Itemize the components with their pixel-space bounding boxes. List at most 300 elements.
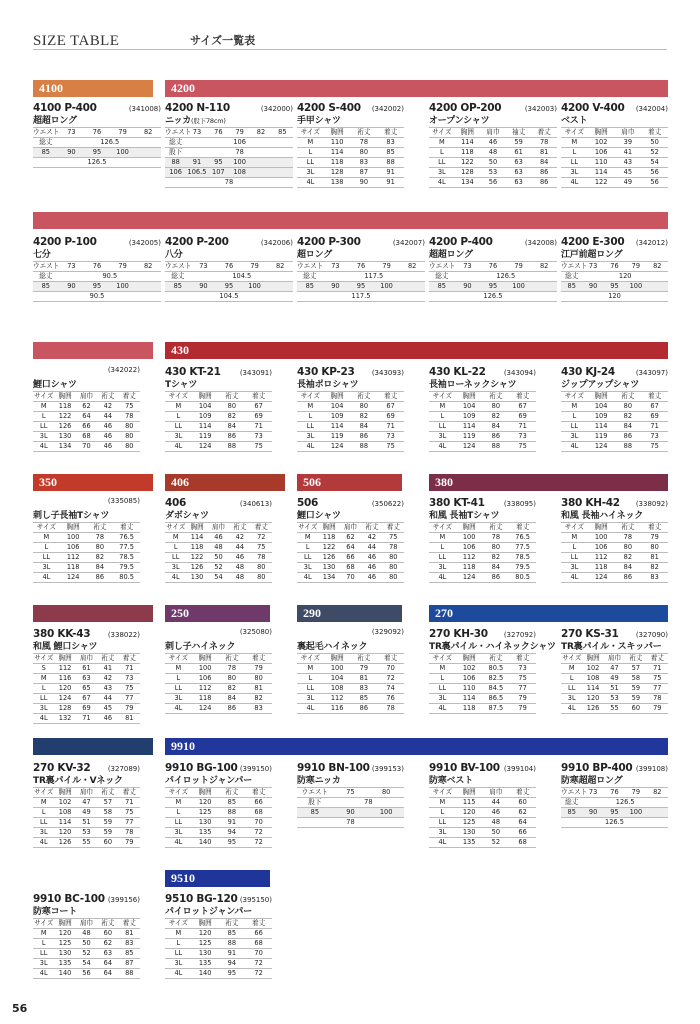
size-table-header: 着丈 [119,919,140,929]
size-table-cell: 106 [588,543,615,553]
size-table-cell: 3L [429,168,455,178]
size-table-row [429,158,557,168]
size-table-cell: M [429,664,456,674]
size-table-row [33,959,140,969]
header-rule [33,49,667,50]
size-table-cell: 80 [119,432,140,442]
size-value: 90 [455,282,481,292]
size-table-cell: M [33,674,54,684]
product-name [297,775,404,787]
size-table-row [429,402,536,412]
waist-value: 73 [582,262,603,272]
length-label: 総丈 [297,272,323,282]
product-code-row [429,102,557,115]
product-name-text: 超超ロング [429,250,473,260]
size-table-cell: M [561,402,588,412]
product-name [33,510,140,522]
size-table-row [33,714,140,724]
size-table-row [33,402,140,412]
size-table-header: 裄丈 [483,654,510,664]
size-table-cell: 88 [615,442,642,452]
size-table-header: サイズ [429,128,455,138]
product-code-row [33,236,161,249]
product-name [33,906,140,918]
waist-value: 79 [374,262,400,272]
size-table-header: 着丈 [509,788,536,798]
length-value: 126.5 [59,138,161,148]
product-name-text: 七分 [33,250,51,260]
size-table-row [429,533,536,543]
size-table-cell: 110 [456,684,483,694]
size-table-cell: 54 [208,573,229,583]
size-table-cell: 4L [297,573,318,583]
product-name [33,249,161,261]
size-value: 106.5 [187,168,207,176]
size-value: 100 [229,158,250,168]
size-table-cell: 78 [251,553,272,563]
product-code-row [165,102,293,115]
product-name-text: 刺し子ハイネック [165,642,236,652]
size-table [561,522,668,583]
size-table-cell: 72 [245,959,272,969]
size-table [33,391,140,452]
size-table-cell: 73 [377,432,404,442]
size-table-cell: 100 [192,664,219,674]
product-code-row [297,628,404,641]
size-table-row [33,573,140,583]
product-number: (327089) [107,765,140,773]
size-table-cell: 78 [531,138,557,148]
size-table-cell: 114 [186,533,207,543]
size-table-header: 着丈 [245,788,272,798]
size-table-cell: 108 [324,684,351,694]
size-table-cell: 80.5 [509,573,536,583]
product-name-text: Tシャツ [165,380,198,390]
waist-value: 79 [625,262,646,272]
size-value: 85 [561,282,582,292]
size-table-row [165,704,272,714]
size-table-cell: 87 [351,168,378,178]
size-table-cell: 59 [625,684,646,694]
size-table-cell: 4L [561,178,588,188]
size-table [33,653,140,724]
size-table-header: 着丈 [245,654,272,664]
size-table-cell: 64 [340,543,361,553]
size-table-row [165,543,272,553]
size-table-cell: 70 [76,442,97,452]
size-table-cell: 120 [456,808,483,818]
size-table-cell: 68 [76,432,97,442]
size-table-cell: L [429,674,456,684]
size-table-cell: 112 [324,694,351,704]
size-table-cell: 106 [588,148,615,158]
size-table-cell: 3L [429,563,456,573]
size-table-row [429,838,536,848]
product-name [165,775,272,787]
product-name [561,510,668,522]
size-table-cell: 122 [455,158,481,168]
size-table-cell: LL [429,818,456,828]
product-number: (342000) [260,105,293,113]
size-table-row [429,543,536,553]
size-table-cell: 128 [54,704,75,714]
size-table-cell: 62 [509,808,536,818]
size-table-cell: 86 [351,704,378,714]
size-table-header: サイズ [561,128,588,138]
size-table-cell: 118 [456,704,483,714]
product-name-text: TR裏パイル・スキッパー [561,642,662,652]
size-value: 90 [323,282,349,292]
product-code: 430 KL-22 [429,366,486,378]
product-block [429,497,536,583]
size-table-cell: M [165,664,192,674]
size-table-cell: 52 [641,148,668,158]
product-name-text: ニッカ [165,116,192,126]
size-table-row [297,402,404,412]
product-code: 380 KH-42 [561,497,620,509]
length-value: 120 [582,272,668,282]
length-value: 126.5 [455,272,557,282]
size-table-cell: 39 [615,138,642,148]
size-blank [267,282,293,292]
product-code-row [429,762,536,775]
size-table-cell: 50 [208,553,229,563]
size-table-cell: 81 [531,148,557,158]
size-table-row [165,402,272,412]
waist-value: 82 [531,262,557,272]
size-table-cell: 124 [588,573,615,583]
size-table-header: 裄丈 [219,654,246,664]
waist-value: 80 [368,788,404,798]
product-code-row [297,102,404,115]
product-number: (342003) [524,105,557,113]
product-name-text: 長袖ローネックシャツ [429,380,517,390]
size-table-row [561,533,668,543]
product-block [165,366,272,452]
size-table-row [297,178,404,188]
size-table-header: 肩巾 [76,392,97,402]
size-table-cell: 78 [119,828,140,838]
size-value: 90 [582,282,603,292]
product-name-text: 裏起毛ハイネック [297,642,368,652]
size-table-row [297,684,404,694]
size-table-cell: 120 [54,828,75,838]
size-table-cell: 50 [76,939,97,949]
product-code: 430 KJ-24 [561,366,615,378]
size-table-cell: 4L [297,704,324,714]
size-table-cell: 43 [97,684,118,694]
size-table-cell: 54 [641,158,668,168]
waist-value: 82 [399,262,425,272]
size-table-cell: 91 [219,949,246,959]
size-table-header: サイズ [34,788,54,796]
size-table-cell: 79 [509,694,536,704]
size-table-cell: 124 [588,442,615,452]
size-table-row [33,828,140,838]
size-table-row [297,694,404,704]
size-table-cell: 4L [33,838,54,848]
size-table-cell: 45 [97,704,118,714]
product-code: 4200 P-400 [429,236,493,248]
product-number: (338092) [635,500,668,508]
size-table [561,127,668,188]
size-table-cell: LL [297,553,318,563]
size-table-cell: 56 [641,168,668,178]
size-table-cell: 81 [641,553,668,563]
product-name [297,115,404,127]
size-table-row [429,704,536,714]
product-block [297,366,404,452]
size-table-header: 肩巾 [480,128,506,138]
size-table-cell: M [297,664,324,674]
size-value: 85 [429,282,455,292]
section-bar-506: 506 [297,474,402,491]
product-number: (342008) [524,239,557,247]
size-table-cell: 48 [483,818,510,828]
size-value: 85 [297,282,323,292]
size-table-cell: 68 [509,838,536,848]
size-table-cell: 84 [531,158,557,168]
size-table-cell: 4L [429,442,456,452]
product-number: (343097) [635,369,668,377]
product-block [561,366,668,452]
waist-value: 76 [208,128,229,138]
size-table-row [429,563,536,573]
size-table-cell: 42 [361,533,382,543]
size-table-cell: 104 [192,402,219,412]
size-table-row [429,168,557,178]
size-table-cell: 77.5 [113,543,140,553]
size-table-cell: L [297,412,324,422]
size-table-row [297,553,404,563]
size-table [297,787,404,828]
size-table-cell: 106 [60,543,87,553]
size-table-cell: 119 [324,432,351,442]
size-table-cell: 44 [97,412,118,422]
size-table-cell: 55 [76,838,97,848]
size-table-row [165,838,272,848]
size-table-cell: 124 [456,573,483,583]
size-table-header: サイズ [562,654,582,662]
size-table-cell: 114 [455,138,481,148]
size-table-cell: 73 [509,664,536,674]
size-table-cell: LL [33,694,54,704]
size-table-row [33,694,140,704]
size-table-header: サイズ [33,523,60,533]
product-name-text: TR裏パイル・Vネック [33,776,123,786]
size-table-cell: 124 [192,442,219,452]
size-table-cell: 120 [192,798,219,808]
size-table-cell: 80 [87,543,114,553]
size-table-row [429,148,557,158]
product-code-row [297,236,425,249]
size-table-cell: 63 [506,178,532,188]
size-table-row [429,553,536,563]
size-table-cell: 118 [324,158,351,168]
size-table-cell: 84 [87,563,114,573]
product-number: (338022) [107,631,140,639]
size-table-cell: 130 [192,949,219,959]
product-name-text: オープンシャツ [429,116,490,126]
size-table-cell: 67 [641,402,668,412]
size-table-row [429,694,536,704]
size-table-cell: 4L [165,704,192,714]
size-table-cell: 76.5 [509,533,536,543]
size-table-cell: LL [429,422,456,432]
size-table-header: 着丈 [245,392,272,402]
size-table-cell: 80 [615,543,642,553]
size-table-cell: 81 [119,714,140,724]
size-table-header: 裄丈 [219,788,246,798]
size-value: 95 [84,282,110,292]
size-table-cell: L [33,939,54,949]
size-table-cell: 83 [377,138,404,148]
size-table-header: 胸囲 [324,128,351,138]
size-table-cell: 3L [297,694,324,704]
size-table-row [297,704,404,714]
size-table-cell: 80 [383,573,404,583]
size-table-cell: 82 [219,412,246,422]
size-table-header: 胸囲 [456,392,483,402]
size-table-cell: 90 [351,178,378,188]
size-table-cell: LL [165,684,192,694]
size-table-cell: 80 [351,402,378,412]
size-table-cell: 46 [97,422,118,432]
size-table-cell: 109 [192,412,219,422]
size-table-row [429,412,536,422]
size-value: 100 [110,148,136,158]
size-value: 100 [110,282,136,292]
size-table-row [561,432,668,442]
product-number: (342005) [128,239,161,247]
size-table-cell: L [165,412,192,422]
size-table-cell: M [561,138,588,148]
size-table-header: 胸囲 [456,788,483,798]
size-table-cell: 119 [192,432,219,442]
size-table-cell: 69 [641,412,668,422]
product-number: (399104) [503,765,536,773]
size-table-cell: 86 [219,432,246,442]
size-value: 95 [604,808,625,818]
section-bar-4200-b [33,212,668,229]
product-block [165,893,272,979]
size-table-cell: 125 [456,818,483,828]
size-table-cell: 75 [245,442,272,452]
size-table-row [165,442,272,452]
size-table-row [429,178,557,188]
product-number: (327092) [503,631,536,639]
size-table-header: 胸囲 [582,654,603,664]
size-table-header: 胸囲 [456,654,483,664]
size-table-cell: LL [165,949,192,959]
size-table-cell: 88 [219,939,246,949]
size-table-cell: 52 [208,563,229,573]
size-table-header: 胸囲 [324,654,351,664]
product-name-text: 鯉口シャツ [297,511,341,521]
product-block [429,762,536,848]
size-table-cell: 4L [33,714,54,724]
product-name-text: ベスト [561,116,588,126]
size-table-cell: 56 [76,969,97,979]
size-table [33,522,140,583]
size-table-cell: 71 [76,714,97,724]
size-table-cell: 126 [582,704,603,714]
waist-label: ウエスト [33,262,60,270]
size-table-header: 着丈 [113,523,140,533]
size-table-header: 裄丈 [351,392,378,402]
product-code: 4200 S-400 [297,102,361,114]
size-table-header: 裄丈 [97,392,118,402]
product-block [165,628,272,714]
size-table-row [33,543,140,553]
size-table-cell: 58 [625,674,646,684]
size-table-cell: 3L [429,694,456,704]
size-table-cell: 55 [604,704,625,714]
size-table-cell: 61 [76,664,97,674]
product-number: (342004) [635,105,668,113]
size-table-cell: LL [33,949,54,959]
size-table-row [429,808,536,818]
size-table-row [33,818,140,828]
size-table-cell: 118 [192,694,219,704]
size-table-cell: 46 [208,533,229,543]
size-blank [250,158,271,168]
size-table-cell: 112 [60,553,87,563]
size-value: 85 [33,282,59,292]
size-table-cell: 82 [245,694,272,704]
length-total: 126.5 [561,818,668,828]
size-table-cell: 4L [165,573,186,583]
size-blank [272,158,293,168]
size-table-row [561,422,668,432]
size-table [429,787,536,848]
size-table-row [165,684,272,694]
size-table-cell: 60 [509,798,536,808]
size-table-cell: 56 [480,178,506,188]
product-name [429,379,536,391]
product-name [429,249,557,261]
product-number: (338095) [503,500,536,508]
size-table-cell: 75 [641,442,668,452]
size-table-row [429,138,557,148]
size-table-cell: 120 [54,929,75,939]
size-table-cell: 118 [186,543,207,553]
waist-value: 76 [348,262,374,272]
product-name [561,641,668,653]
size-table-header: 裄丈 [361,523,382,533]
product-name [33,775,140,787]
size-table-row [561,573,668,583]
product-code: 430 KT-21 [165,366,221,378]
size-table-cell: 125 [192,939,219,949]
size-table-row [561,704,668,714]
waist-value: 85 [272,128,293,138]
size-table-cell: 46 [229,553,250,563]
product-name-text: 防寒ベスト [429,776,474,786]
size-table-cell: 51 [76,818,97,828]
size-table-cell: M [165,929,192,939]
size-table-cell: 86 [483,573,510,583]
size-table-cell: LL [33,818,54,828]
size-table-cell: L [165,543,186,553]
size-table-cell: 75 [509,674,536,684]
size-table-cell: 109 [324,412,351,422]
size-table-cell: L [33,412,54,422]
product-code: 9910 BG-100 [165,762,238,774]
size-table-row [429,828,536,838]
size-table-cell: LL [429,684,456,694]
product-code: 4200 P-300 [297,236,361,248]
